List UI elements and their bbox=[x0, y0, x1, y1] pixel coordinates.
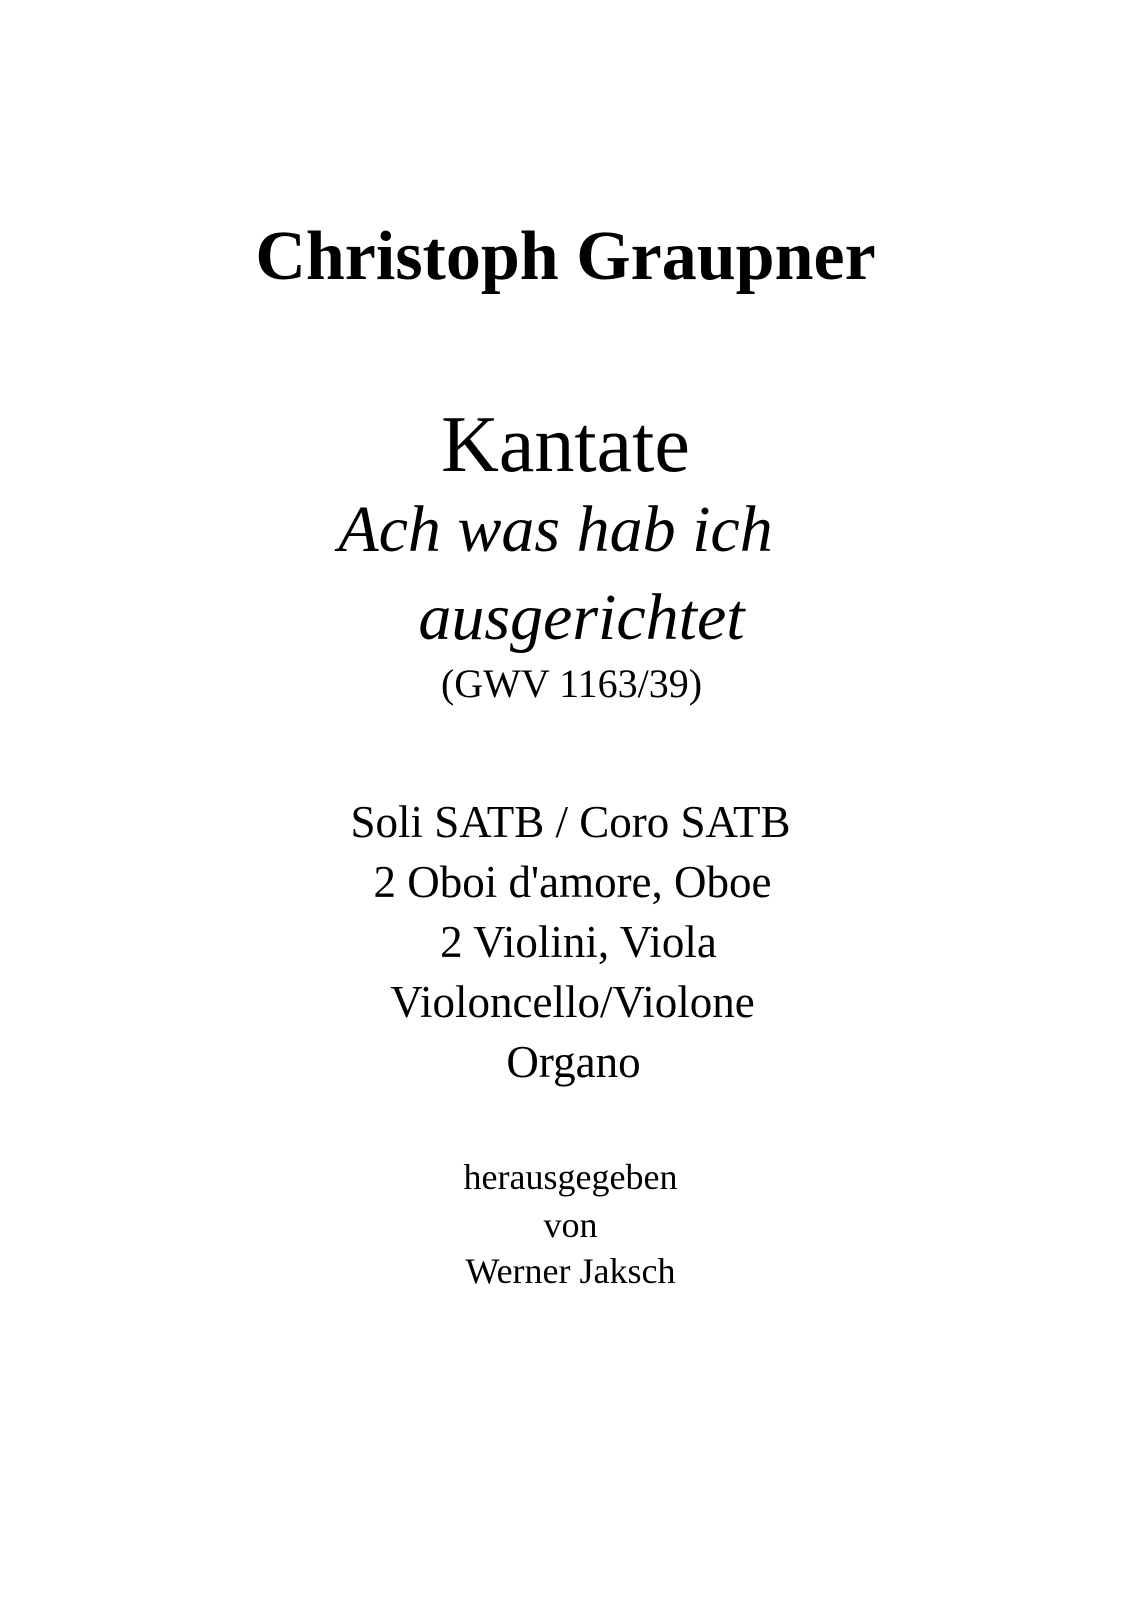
catalog-number: (GWV 1163/39) bbox=[440, 661, 703, 706]
work-title-line-2: ausgerichtet bbox=[418, 581, 745, 654]
scoring-strings: 2 Violini, Viola bbox=[440, 917, 717, 967]
composer-name: Christoph Graupner bbox=[255, 218, 876, 295]
editor-preposition: von bbox=[543, 1205, 598, 1245]
scoring-bass-strings: Violoncello/Violone bbox=[390, 977, 755, 1027]
work-title-line-1: Ach was hab ich bbox=[338, 493, 773, 566]
editor-label: herausgegeben bbox=[463, 1157, 678, 1197]
scoring-oboes: 2 Oboi d'amore, Oboe bbox=[373, 857, 772, 907]
editor-name: Werner Jaksch bbox=[465, 1251, 676, 1291]
work-genre: Kantate bbox=[441, 401, 690, 489]
scoring-voices: Soli SATB / Coro SATB bbox=[350, 797, 791, 847]
scoring-organ: Organo bbox=[506, 1037, 641, 1087]
